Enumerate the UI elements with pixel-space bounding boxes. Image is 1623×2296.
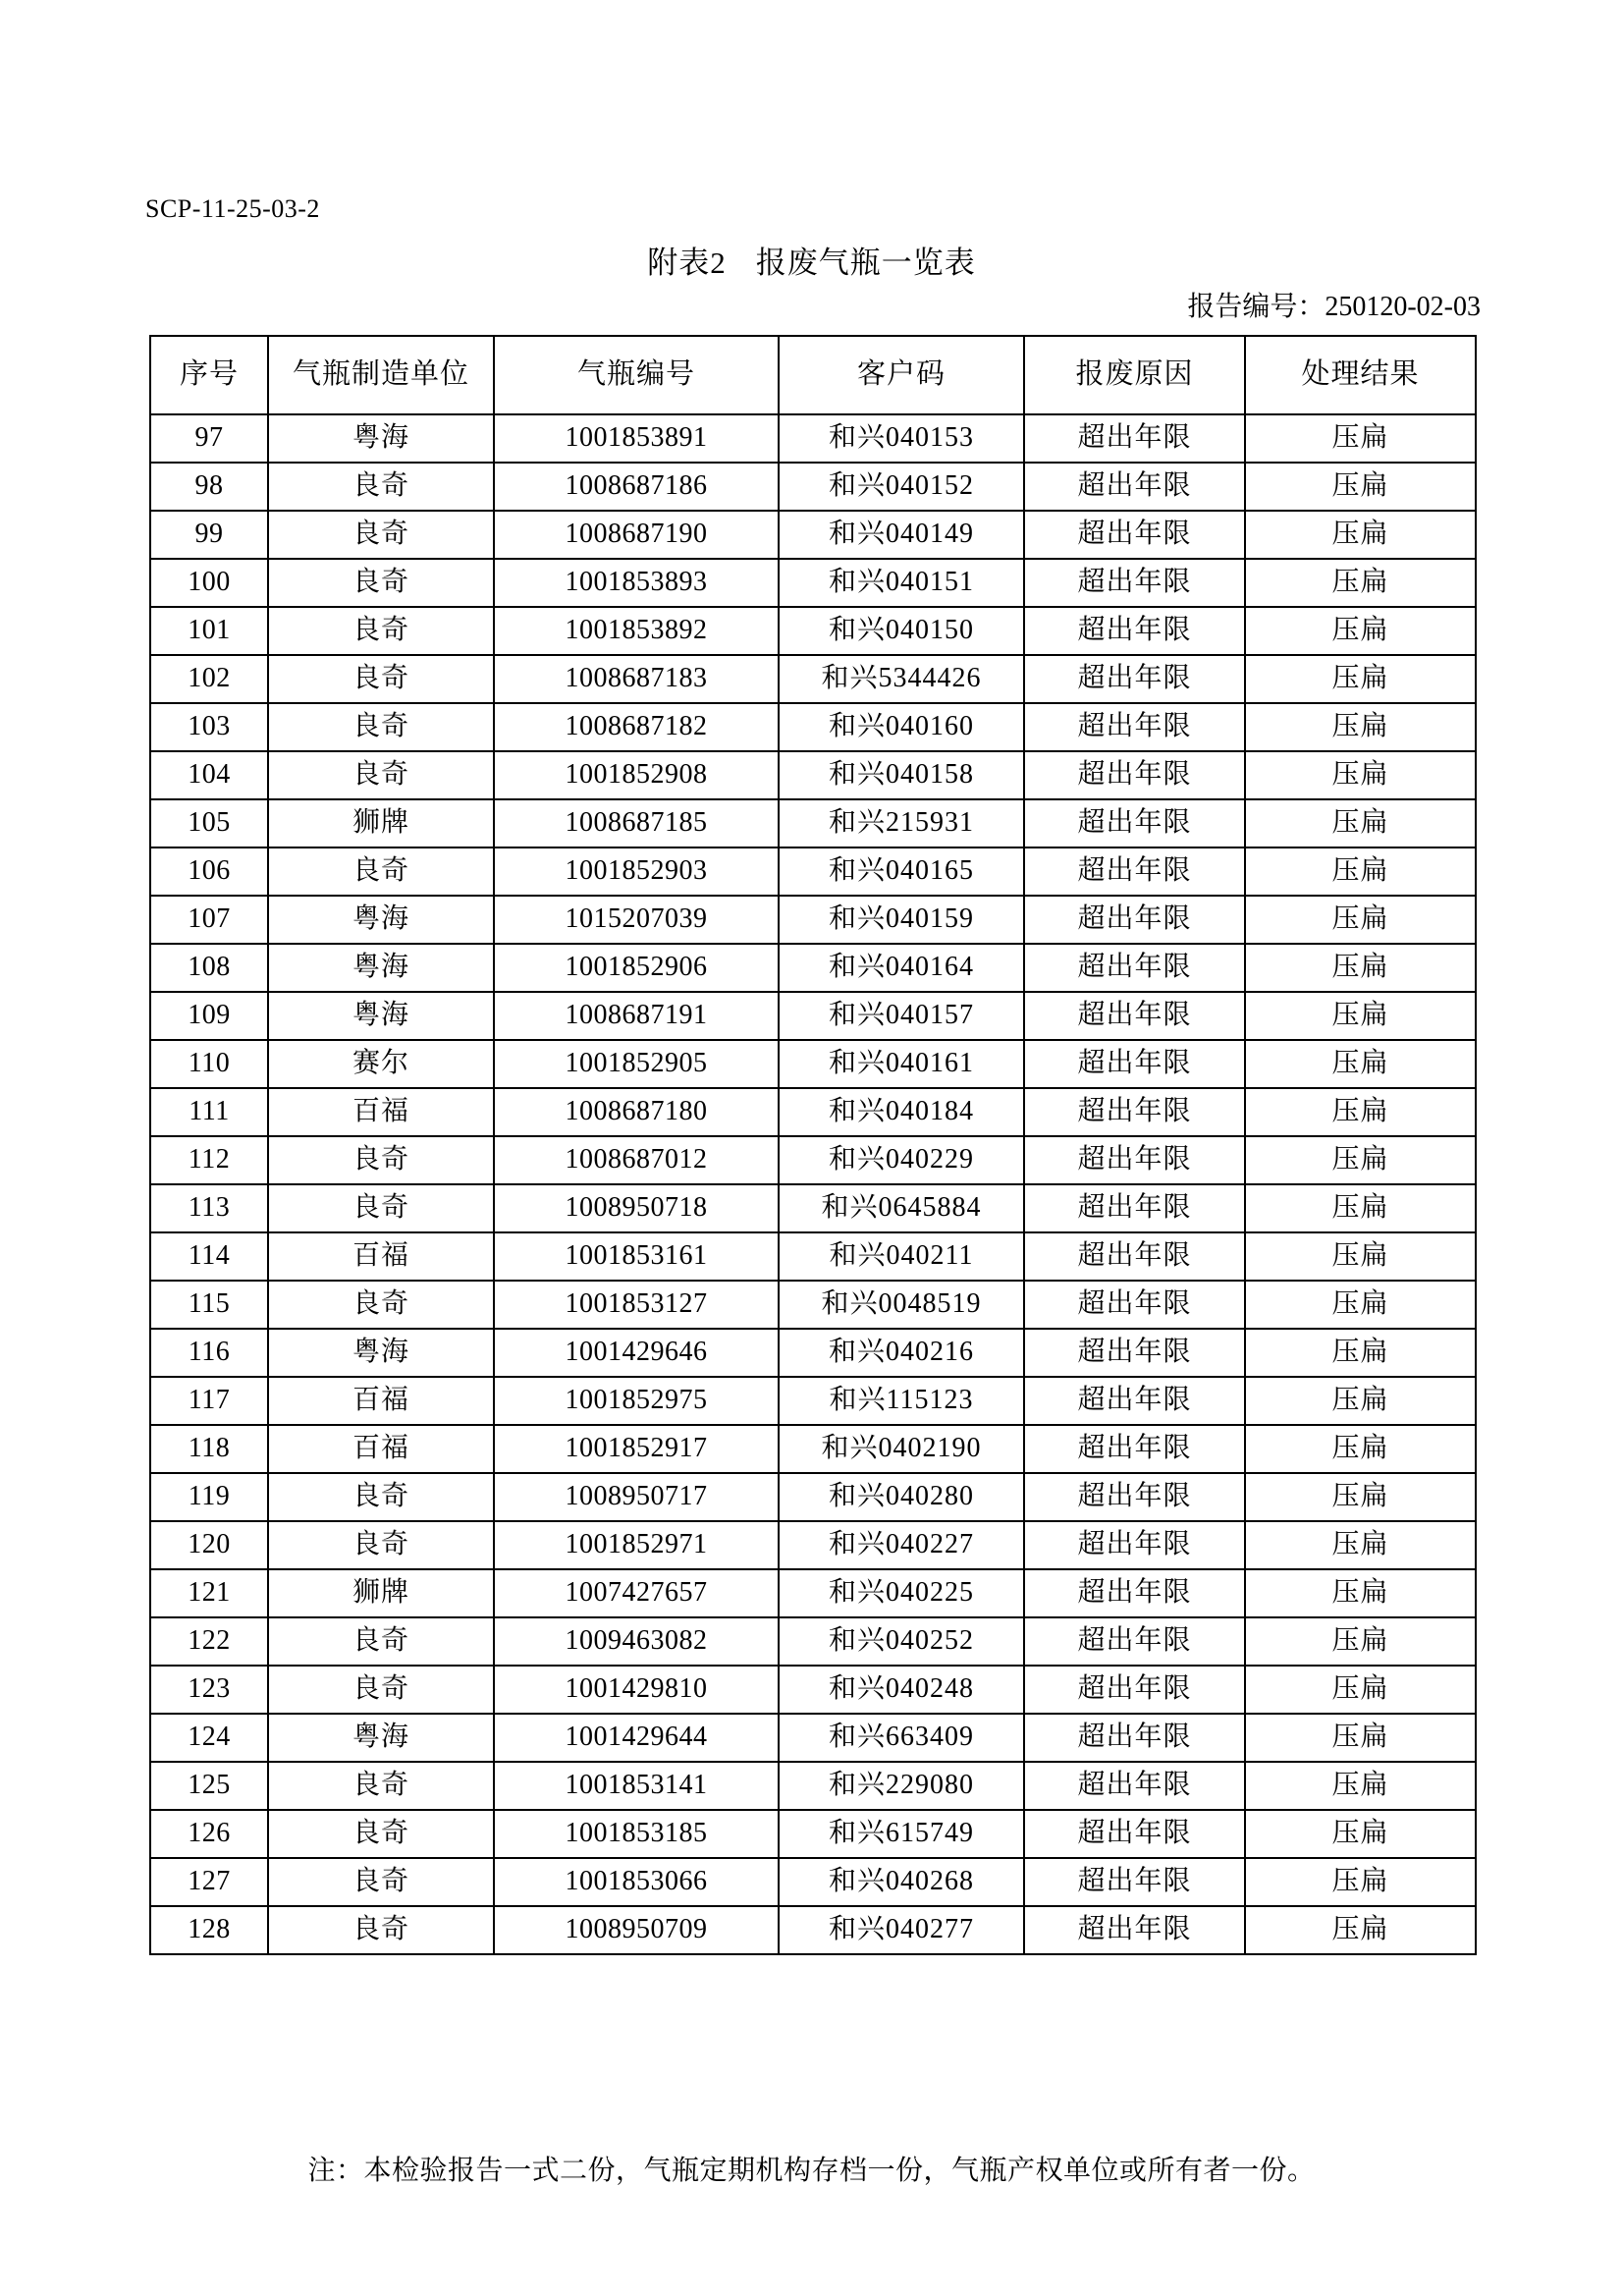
cell-reason: 超出年限	[1024, 1617, 1245, 1666]
table-row	[150, 1906, 1476, 1954]
cell-maker: 粤海	[268, 1714, 494, 1762]
cell-result: 压扁	[1245, 607, 1476, 655]
table-row	[150, 607, 1476, 655]
cell-reason: 超出年限	[1024, 1473, 1245, 1521]
cell-customer-code: 和兴0645884	[779, 1184, 1024, 1232]
cell-cylinder-no: 1008950709	[494, 1906, 779, 1954]
cell-reason: 超出年限	[1024, 1184, 1245, 1232]
cell-cylinder-no: 1001853185	[494, 1810, 779, 1858]
cell-result: 压扁	[1245, 559, 1476, 607]
cell-customer-code: 和兴040211	[779, 1232, 1024, 1281]
cell-maker: 良奇	[268, 1762, 494, 1810]
cell-result: 压扁	[1245, 1617, 1476, 1666]
cell-customer-code: 和兴040153	[779, 414, 1024, 463]
cell-customer-code: 和兴040149	[779, 511, 1024, 559]
cell-seq: 116	[150, 1329, 268, 1377]
cell-seq: 124	[150, 1714, 268, 1762]
cell-maker: 百福	[268, 1425, 494, 1473]
cell-cylinder-no: 1008687190	[494, 511, 779, 559]
cell-cylinder-no: 1001853893	[494, 559, 779, 607]
page-title	[0, 238, 1623, 282]
cell-reason: 超出年限	[1024, 607, 1245, 655]
cell-customer-code: 和兴5344426	[779, 655, 1024, 703]
cell-reason: 超出年限	[1024, 1040, 1245, 1088]
table-row	[150, 1714, 1476, 1762]
cell-cylinder-no: 1001429810	[494, 1666, 779, 1714]
cell-reason: 超出年限	[1024, 1136, 1245, 1184]
cell-seq: 113	[150, 1184, 268, 1232]
cell-result: 压扁	[1245, 703, 1476, 751]
cell-reason: 超出年限	[1024, 463, 1245, 511]
cell-customer-code: 和兴040252	[779, 1617, 1024, 1666]
table-row	[150, 847, 1476, 896]
cell-maker: 百福	[268, 1232, 494, 1281]
cell-cylinder-no: 1001852975	[494, 1377, 779, 1425]
cell-maker: 良奇	[268, 751, 494, 799]
cell-result: 压扁	[1245, 1810, 1476, 1858]
table-row	[150, 703, 1476, 751]
cell-maker: 良奇	[268, 463, 494, 511]
page-title-main: 报废气瓶一览表	[755, 246, 976, 280]
cell-customer-code: 和兴040184	[779, 1088, 1024, 1136]
cell-reason: 超出年限	[1024, 1329, 1245, 1377]
table-row	[150, 655, 1476, 703]
scrapped-cylinder-table	[149, 335, 1477, 1955]
cell-seq: 115	[150, 1281, 268, 1329]
cell-maker: 狮牌	[268, 799, 494, 847]
cell-seq: 110	[150, 1040, 268, 1088]
table-row	[150, 799, 1476, 847]
cell-customer-code: 和兴040150	[779, 607, 1024, 655]
cell-customer-code: 和兴229080	[779, 1762, 1024, 1810]
cell-result: 压扁	[1245, 1906, 1476, 1954]
cell-maker: 粤海	[268, 896, 494, 944]
cell-cylinder-no: 1008687180	[494, 1088, 779, 1136]
cell-reason: 超出年限	[1024, 559, 1245, 607]
cell-customer-code: 和兴115123	[779, 1377, 1024, 1425]
cell-maker: 粤海	[268, 992, 494, 1040]
cell-cylinder-no: 1001853161	[494, 1232, 779, 1281]
cell-reason: 超出年限	[1024, 511, 1245, 559]
cell-result: 压扁	[1245, 1425, 1476, 1473]
cell-result: 压扁	[1245, 992, 1476, 1040]
cell-cylinder-no: 1008687183	[494, 655, 779, 703]
cell-customer-code: 和兴040157	[779, 992, 1024, 1040]
cell-seq: 111	[150, 1088, 268, 1136]
cell-reason: 超出年限	[1024, 751, 1245, 799]
cell-result: 压扁	[1245, 1377, 1476, 1425]
cell-maker: 良奇	[268, 1184, 494, 1232]
cell-cylinder-no: 1001852903	[494, 847, 779, 896]
cell-seq: 103	[150, 703, 268, 751]
cell-cylinder-no: 1001852905	[494, 1040, 779, 1088]
cell-maker: 良奇	[268, 607, 494, 655]
cell-cylinder-no: 1001852906	[494, 944, 779, 992]
footer-note: 注：本检验报告一式二份，气瓶定期机构存档一份，气瓶产权单位或所有者一份。	[307, 2156, 1316, 2186]
cell-result: 压扁	[1245, 1281, 1476, 1329]
cell-seq: 102	[150, 655, 268, 703]
table-row	[150, 559, 1476, 607]
table-row	[150, 1521, 1476, 1569]
cell-maker: 百福	[268, 1088, 494, 1136]
cell-reason: 超出年限	[1024, 414, 1245, 463]
cell-maker: 狮牌	[268, 1569, 494, 1617]
cell-customer-code: 和兴040280	[779, 1473, 1024, 1521]
cell-maker: 良奇	[268, 1473, 494, 1521]
cell-customer-code: 和兴040152	[779, 463, 1024, 511]
table-header-row	[150, 336, 1476, 414]
table-row	[150, 944, 1476, 992]
cell-reason: 超出年限	[1024, 896, 1245, 944]
cell-result: 压扁	[1245, 944, 1476, 992]
cell-cylinder-no: 1008687012	[494, 1136, 779, 1184]
report-number-value: 250120-02-03	[1325, 292, 1481, 322]
cell-seq: 101	[150, 607, 268, 655]
cell-reason: 超出年限	[1024, 703, 1245, 751]
cell-customer-code: 和兴663409	[779, 1714, 1024, 1762]
cell-maker: 良奇	[268, 703, 494, 751]
cell-cylinder-no: 1008950717	[494, 1473, 779, 1521]
cell-maker: 良奇	[268, 1666, 494, 1714]
cell-reason: 超出年限	[1024, 1281, 1245, 1329]
table-row	[150, 1040, 1476, 1088]
document-code: SCP-11-25-03-2	[145, 194, 320, 223]
cell-customer-code: 和兴040160	[779, 703, 1024, 751]
cell-result: 压扁	[1245, 1184, 1476, 1232]
cell-maker: 粤海	[268, 414, 494, 463]
cell-cylinder-no: 1015207039	[494, 896, 779, 944]
cell-seq: 128	[150, 1906, 268, 1954]
table-row	[150, 896, 1476, 944]
cell-maker: 良奇	[268, 1281, 494, 1329]
cell-result: 压扁	[1245, 1088, 1476, 1136]
cell-result: 压扁	[1245, 1714, 1476, 1762]
cell-seq: 106	[150, 847, 268, 896]
cell-customer-code: 和兴040277	[779, 1906, 1024, 1954]
cell-maker: 良奇	[268, 511, 494, 559]
cell-result: 压扁	[1245, 1762, 1476, 1810]
cell-customer-code: 和兴040159	[779, 896, 1024, 944]
cell-cylinder-no: 1008687186	[494, 463, 779, 511]
cell-customer-code: 和兴0048519	[779, 1281, 1024, 1329]
table-row	[150, 751, 1476, 799]
report-number	[1187, 285, 1481, 324]
cell-customer-code: 和兴040161	[779, 1040, 1024, 1088]
cell-seq: 119	[150, 1473, 268, 1521]
cell-result: 压扁	[1245, 1040, 1476, 1088]
cell-seq: 97	[150, 414, 268, 463]
cell-maker: 良奇	[268, 1136, 494, 1184]
cell-reason: 超出年限	[1024, 1569, 1245, 1617]
column-header-seq: 序号	[150, 336, 268, 414]
cell-result: 压扁	[1245, 1136, 1476, 1184]
cell-reason: 超出年限	[1024, 1906, 1245, 1954]
cell-cylinder-no: 1001853141	[494, 1762, 779, 1810]
cell-cylinder-no: 1001852908	[494, 751, 779, 799]
cell-maker: 粤海	[268, 944, 494, 992]
table-row	[150, 1810, 1476, 1858]
cell-customer-code: 和兴040216	[779, 1329, 1024, 1377]
cell-result: 压扁	[1245, 799, 1476, 847]
cell-customer-code: 和兴040225	[779, 1569, 1024, 1617]
cell-result: 压扁	[1245, 511, 1476, 559]
cell-reason: 超出年限	[1024, 944, 1245, 992]
column-header-maker: 气瓶制造单位	[268, 336, 494, 414]
cell-reason: 超出年限	[1024, 847, 1245, 896]
cell-cylinder-no: 1001429646	[494, 1329, 779, 1377]
cell-cylinder-no: 1008687185	[494, 799, 779, 847]
cell-seq: 120	[150, 1521, 268, 1569]
cell-cylinder-no: 1001853891	[494, 414, 779, 463]
cell-seq: 117	[150, 1377, 268, 1425]
cell-seq: 122	[150, 1617, 268, 1666]
table-row	[150, 1425, 1476, 1473]
cell-cylinder-no: 1001853066	[494, 1858, 779, 1906]
cell-seq: 99	[150, 511, 268, 559]
cell-reason: 超出年限	[1024, 799, 1245, 847]
cell-seq: 118	[150, 1425, 268, 1473]
table-row	[150, 1666, 1476, 1714]
cell-cylinder-no: 1008687191	[494, 992, 779, 1040]
cell-reason: 超出年限	[1024, 1088, 1245, 1136]
cell-cylinder-no: 1001852917	[494, 1425, 779, 1473]
cell-cylinder-no: 1001852971	[494, 1521, 779, 1569]
cell-cylinder-no: 1008950718	[494, 1184, 779, 1232]
cell-seq: 104	[150, 751, 268, 799]
cell-seq: 108	[150, 944, 268, 992]
table-row	[150, 1762, 1476, 1810]
table-row	[150, 1569, 1476, 1617]
cell-maker: 良奇	[268, 1617, 494, 1666]
cell-maker: 良奇	[268, 1858, 494, 1906]
page-title-prefix: 附表2	[647, 246, 727, 280]
column-header-customer-code: 客户码	[779, 336, 1024, 414]
cell-customer-code: 和兴040268	[779, 1858, 1024, 1906]
table-header	[150, 336, 1476, 414]
cell-reason: 超出年限	[1024, 1858, 1245, 1906]
report-number-label: 报告编号：	[1187, 292, 1325, 322]
table-row	[150, 511, 1476, 559]
cell-seq: 109	[150, 992, 268, 1040]
table-row	[150, 1232, 1476, 1281]
cell-reason: 超出年限	[1024, 1232, 1245, 1281]
cell-seq: 100	[150, 559, 268, 607]
cell-maker: 良奇	[268, 847, 494, 896]
cell-seq: 123	[150, 1666, 268, 1714]
cell-reason: 超出年限	[1024, 1521, 1245, 1569]
cell-customer-code: 和兴0402190	[779, 1425, 1024, 1473]
cell-result: 压扁	[1245, 655, 1476, 703]
cell-reason: 超出年限	[1024, 1810, 1245, 1858]
column-header-reason: 报废原因	[1024, 336, 1245, 414]
cell-result: 压扁	[1245, 463, 1476, 511]
table-row	[150, 414, 1476, 463]
cell-seq: 112	[150, 1136, 268, 1184]
cell-result: 压扁	[1245, 751, 1476, 799]
cell-reason: 超出年限	[1024, 1377, 1245, 1425]
cell-seq: 114	[150, 1232, 268, 1281]
cell-reason: 超出年限	[1024, 1666, 1245, 1714]
cell-maker: 百福	[268, 1377, 494, 1425]
table-row	[150, 1329, 1476, 1377]
cell-seq: 98	[150, 463, 268, 511]
cell-customer-code: 和兴215931	[779, 799, 1024, 847]
cell-maker: 良奇	[268, 559, 494, 607]
cell-customer-code: 和兴040151	[779, 559, 1024, 607]
cell-seq: 126	[150, 1810, 268, 1858]
cell-seq: 107	[150, 896, 268, 944]
cell-reason: 超出年限	[1024, 992, 1245, 1040]
table-row	[150, 463, 1476, 511]
table-row	[150, 1088, 1476, 1136]
cell-result: 压扁	[1245, 1232, 1476, 1281]
column-header-result: 处理结果	[1245, 336, 1476, 414]
table-row	[150, 1473, 1476, 1521]
cell-result: 压扁	[1245, 1666, 1476, 1714]
cell-result: 压扁	[1245, 1569, 1476, 1617]
cell-result: 压扁	[1245, 1329, 1476, 1377]
cell-result: 压扁	[1245, 896, 1476, 944]
table-row	[150, 1281, 1476, 1329]
cell-customer-code: 和兴040227	[779, 1521, 1024, 1569]
cell-seq: 121	[150, 1569, 268, 1617]
cell-result: 压扁	[1245, 1858, 1476, 1906]
cell-seq: 125	[150, 1762, 268, 1810]
cell-maker: 良奇	[268, 1521, 494, 1569]
table-row	[150, 1184, 1476, 1232]
cell-reason: 超出年限	[1024, 1425, 1245, 1473]
cell-maker: 良奇	[268, 655, 494, 703]
table-row	[150, 992, 1476, 1040]
cell-maker: 赛尔	[268, 1040, 494, 1088]
cell-maker: 良奇	[268, 1810, 494, 1858]
cell-result: 压扁	[1245, 1521, 1476, 1569]
cell-customer-code: 和兴040229	[779, 1136, 1024, 1184]
cell-cylinder-no: 1008687182	[494, 703, 779, 751]
cell-customer-code: 和兴040158	[779, 751, 1024, 799]
column-header-cylinder-no: 气瓶编号	[494, 336, 779, 414]
cell-maker: 良奇	[268, 1906, 494, 1954]
cell-seq: 127	[150, 1858, 268, 1906]
cell-cylinder-no: 1007427657	[494, 1569, 779, 1617]
table-row	[150, 1617, 1476, 1666]
cell-cylinder-no: 1001429644	[494, 1714, 779, 1762]
cell-customer-code: 和兴615749	[779, 1810, 1024, 1858]
cell-cylinder-no: 1001853892	[494, 607, 779, 655]
cell-customer-code: 和兴040165	[779, 847, 1024, 896]
table-row	[150, 1858, 1476, 1906]
cell-reason: 超出年限	[1024, 655, 1245, 703]
table-body	[150, 414, 1476, 1954]
cell-maker: 粤海	[268, 1329, 494, 1377]
cell-customer-code: 和兴040164	[779, 944, 1024, 992]
cell-result: 压扁	[1245, 1473, 1476, 1521]
cell-reason: 超出年限	[1024, 1762, 1245, 1810]
cell-reason: 超出年限	[1024, 1714, 1245, 1762]
cell-cylinder-no: 1009463082	[494, 1617, 779, 1666]
cell-result: 压扁	[1245, 414, 1476, 463]
table-row	[150, 1136, 1476, 1184]
cell-result: 压扁	[1245, 847, 1476, 896]
cell-seq: 105	[150, 799, 268, 847]
cell-customer-code: 和兴040248	[779, 1666, 1024, 1714]
scrapped-cylinder-table-wrapper	[149, 335, 1475, 1955]
table-row	[150, 1377, 1476, 1425]
cell-cylinder-no: 1001853127	[494, 1281, 779, 1329]
